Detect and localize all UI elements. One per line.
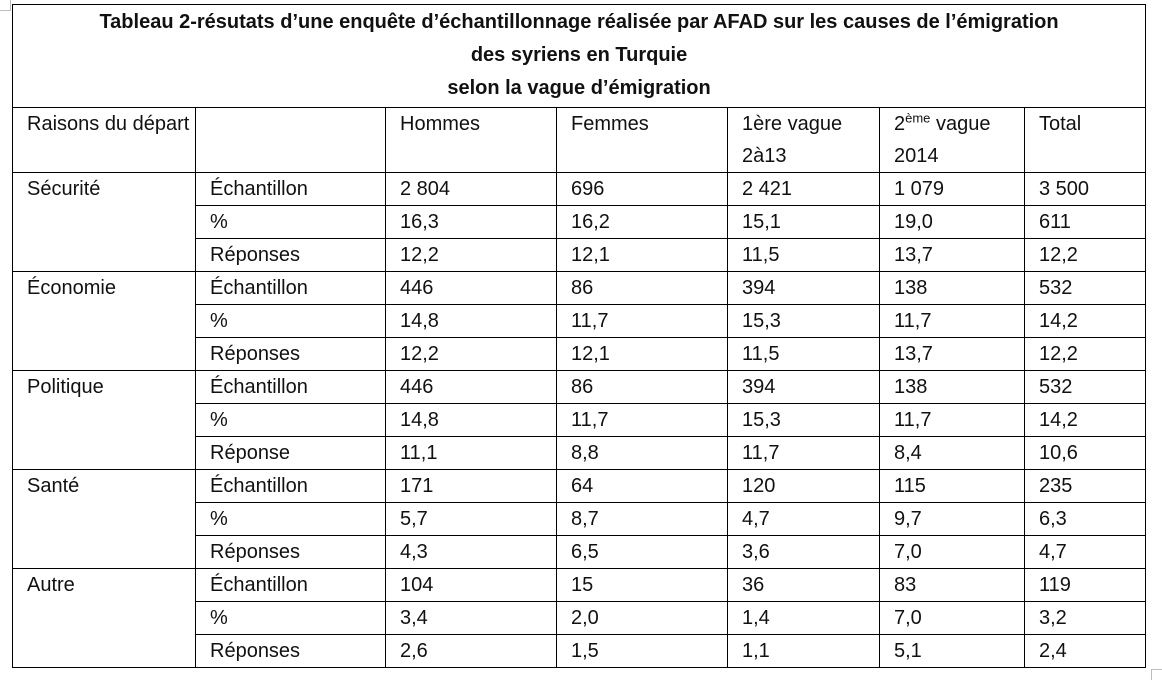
header-empty bbox=[196, 108, 386, 173]
wave2-year: 2014 bbox=[894, 145, 939, 167]
reason-cell bbox=[13, 437, 196, 470]
reason-cell bbox=[13, 536, 196, 569]
value-wave1: 36 bbox=[728, 569, 880, 602]
title-line-3: selon la vague d’émigration bbox=[447, 77, 711, 99]
header-total: Total bbox=[1025, 108, 1146, 173]
reason-cell bbox=[13, 404, 196, 437]
value-wave2: 9,7 bbox=[880, 503, 1025, 536]
measure-label: Réponses bbox=[196, 536, 386, 569]
header-wave1: 1ère vague 2à13 bbox=[728, 108, 880, 173]
wave2-sup: ème bbox=[905, 110, 931, 126]
value-femmes: 2,0 bbox=[557, 602, 728, 635]
value-femmes: 11,7 bbox=[557, 305, 728, 338]
value-femmes: 15 bbox=[557, 569, 728, 602]
value-hommes: 446 bbox=[386, 371, 557, 404]
value-wave2: 5,1 bbox=[880, 635, 1025, 668]
reason-cell bbox=[13, 338, 196, 371]
value-hommes: 2 804 bbox=[386, 173, 557, 206]
value-femmes: 11,7 bbox=[557, 404, 728, 437]
table-row bbox=[13, 173, 1146, 206]
value-femmes: 12,1 bbox=[557, 338, 728, 371]
value-total: 2,4 bbox=[1025, 635, 1146, 668]
survey-table bbox=[12, 4, 1146, 668]
wave2-rest: vague bbox=[930, 113, 991, 135]
value-hommes: 14,8 bbox=[386, 404, 557, 437]
reason-cell: Autre bbox=[13, 569, 196, 602]
measure-label: % bbox=[196, 503, 386, 536]
measure-label: Réponses bbox=[196, 635, 386, 668]
value-hommes: 12,2 bbox=[386, 239, 557, 272]
value-wave2: 83 bbox=[880, 569, 1025, 602]
reason-cell: Santé bbox=[13, 470, 196, 503]
header-wave2 bbox=[880, 108, 1025, 173]
header-reason: Raisons du départ bbox=[13, 108, 196, 173]
value-femmes: 64 bbox=[557, 470, 728, 503]
value-total: 3,2 bbox=[1025, 602, 1146, 635]
reason-cell: Économie bbox=[13, 272, 196, 305]
reason-cell bbox=[13, 602, 196, 635]
value-hommes: 12,2 bbox=[386, 338, 557, 371]
value-wave1: 1,4 bbox=[728, 602, 880, 635]
table-row bbox=[13, 602, 1146, 635]
value-femmes: 696 bbox=[557, 173, 728, 206]
value-total: 235 bbox=[1025, 470, 1146, 503]
measure-label: % bbox=[196, 602, 386, 635]
measure-label: Échantillon bbox=[196, 272, 386, 305]
table-row bbox=[13, 536, 1146, 569]
value-wave1: 11,5 bbox=[728, 338, 880, 371]
value-wave1: 11,5 bbox=[728, 239, 880, 272]
value-wave1: 394 bbox=[728, 371, 880, 404]
value-hommes: 14,8 bbox=[386, 305, 557, 338]
value-hommes: 104 bbox=[386, 569, 557, 602]
value-total: 10,6 bbox=[1025, 437, 1146, 470]
wave2-num: 2 bbox=[894, 113, 906, 135]
value-total: 119 bbox=[1025, 569, 1146, 602]
measure-label: Réponse bbox=[196, 437, 386, 470]
value-total: 14,2 bbox=[1025, 305, 1146, 338]
measure-label: % bbox=[196, 206, 386, 239]
table-row bbox=[13, 569, 1146, 602]
value-femmes: 1,5 bbox=[557, 635, 728, 668]
value-total: 532 bbox=[1025, 272, 1146, 305]
table-title bbox=[13, 5, 1146, 108]
table-row bbox=[13, 635, 1146, 668]
title-line-2: des syriens en Turquie bbox=[470, 44, 688, 66]
page-corner-mark bbox=[0, 0, 11, 11]
page-corner-mark bbox=[1151, 669, 1162, 680]
value-wave2: 138 bbox=[880, 371, 1025, 404]
value-wave2: 7,0 bbox=[880, 602, 1025, 635]
value-wave1: 1,1 bbox=[728, 635, 880, 668]
value-hommes: 171 bbox=[386, 470, 557, 503]
value-hommes: 3,4 bbox=[386, 602, 557, 635]
value-hommes: 5,7 bbox=[386, 503, 557, 536]
value-wave1: 4,7 bbox=[728, 503, 880, 536]
value-wave2: 13,7 bbox=[880, 338, 1025, 371]
value-wave2: 13,7 bbox=[880, 239, 1025, 272]
table-row bbox=[13, 305, 1146, 338]
value-total: 4,7 bbox=[1025, 536, 1146, 569]
value-wave2: 7,0 bbox=[880, 536, 1025, 569]
value-total: 12,2 bbox=[1025, 239, 1146, 272]
measure-label: % bbox=[196, 305, 386, 338]
value-wave2: 8,4 bbox=[880, 437, 1025, 470]
value-wave1: 15,1 bbox=[728, 206, 880, 239]
value-total: 611 bbox=[1025, 206, 1146, 239]
value-wave2: 115 bbox=[880, 470, 1025, 503]
header-hommes: Hommes bbox=[386, 108, 557, 173]
value-total: 532 bbox=[1025, 371, 1146, 404]
value-wave1: 2 421 bbox=[728, 173, 880, 206]
table-row bbox=[13, 437, 1146, 470]
value-wave2: 138 bbox=[880, 272, 1025, 305]
value-total: 6,3 bbox=[1025, 503, 1146, 536]
value-femmes: 86 bbox=[557, 272, 728, 305]
value-hommes: 2,6 bbox=[386, 635, 557, 668]
value-femmes: 12,1 bbox=[557, 239, 728, 272]
value-hommes: 446 bbox=[386, 272, 557, 305]
table-row bbox=[13, 239, 1146, 272]
value-wave2: 11,7 bbox=[880, 305, 1025, 338]
value-femmes: 8,8 bbox=[557, 437, 728, 470]
table-row bbox=[13, 503, 1146, 536]
table-row bbox=[13, 404, 1146, 437]
reason-cell: Politique bbox=[13, 371, 196, 404]
table-row bbox=[13, 371, 1146, 404]
value-wave1: 394 bbox=[728, 272, 880, 305]
table-row bbox=[13, 272, 1146, 305]
value-total: 3 500 bbox=[1025, 173, 1146, 206]
table-row bbox=[13, 206, 1146, 239]
measure-label: Échantillon bbox=[196, 173, 386, 206]
table-row bbox=[13, 470, 1146, 503]
value-wave2: 1 079 bbox=[880, 173, 1025, 206]
value-hommes: 4,3 bbox=[386, 536, 557, 569]
value-femmes: 6,5 bbox=[557, 536, 728, 569]
value-total: 12,2 bbox=[1025, 338, 1146, 371]
value-wave2: 11,7 bbox=[880, 404, 1025, 437]
value-hommes: 11,1 bbox=[386, 437, 557, 470]
reason-cell bbox=[13, 635, 196, 668]
reason-cell bbox=[13, 503, 196, 536]
value-wave2: 19,0 bbox=[880, 206, 1025, 239]
value-wave1: 120 bbox=[728, 470, 880, 503]
reason-cell: Sécurité bbox=[13, 173, 196, 206]
value-total: 14,2 bbox=[1025, 404, 1146, 437]
value-wave1: 15,3 bbox=[728, 404, 880, 437]
measure-label: Réponses bbox=[196, 338, 386, 371]
header-femmes: Femmes bbox=[557, 108, 728, 173]
value-wave1: 11,7 bbox=[728, 437, 880, 470]
value-femmes: 86 bbox=[557, 371, 728, 404]
measure-label: Échantillon bbox=[196, 371, 386, 404]
value-hommes: 16,3 bbox=[386, 206, 557, 239]
value-wave1: 3,6 bbox=[728, 536, 880, 569]
measure-label: % bbox=[196, 404, 386, 437]
value-wave1: 15,3 bbox=[728, 305, 880, 338]
measure-label: Échantillon bbox=[196, 470, 386, 503]
value-femmes: 16,2 bbox=[557, 206, 728, 239]
title-line-1: Tableau 2-résutats d’une enquête d’échantillonnage réalisée par AFAD sur les causes de l’émigration bbox=[99, 11, 1059, 33]
table-row bbox=[13, 338, 1146, 371]
measure-label: Réponses bbox=[196, 239, 386, 272]
value-femmes: 8,7 bbox=[557, 503, 728, 536]
reason-cell bbox=[13, 206, 196, 239]
reason-cell bbox=[13, 305, 196, 338]
header-row bbox=[13, 108, 1146, 173]
measure-label: Échantillon bbox=[196, 569, 386, 602]
reason-cell bbox=[13, 239, 196, 272]
